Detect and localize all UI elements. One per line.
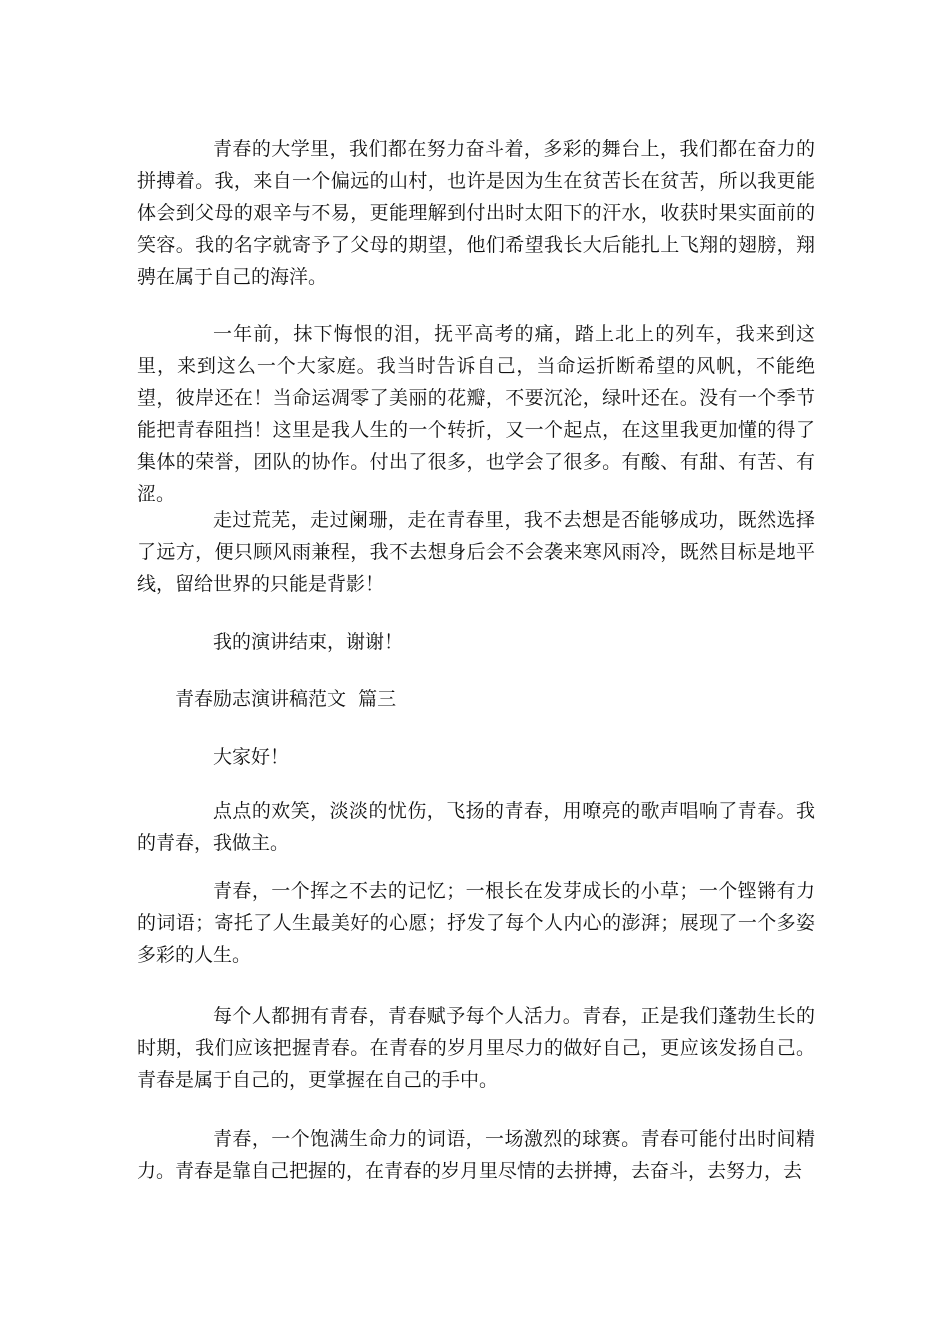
paragraph-5: 青春，一个挥之不去的记忆；一根长在发芽成长的小草；一个铿锵有力的词语；寄托了人生最美好的心愿；抒发了每个人内心的澎湃；展现了一个多姿多彩的人生。: [137, 880, 815, 966]
closing-line: 我的演讲结束，谢谢！: [213, 631, 404, 653]
paragraph-3: 走过荒芜，走过阑珊，走在青春里，我不去想是否能够成功，既然选择了远方，便只顾风雨兼程，我不去想身后会不会袭来寒风雨冷，既然目标是地平线，留给世界的只能是背影！: [137, 509, 815, 595]
greeting: 大家好！: [213, 746, 290, 768]
paragraph-1: 青春的大学里，我们都在努力奋斗着，多彩的舞台上，我们都在奋力的拼搏着。我，来自一个偏远的山村，也许是因为生在贫苦长在贫苦，所以我更能体会到父母的艰辛与不易，更能理解到付出时太阳下的汗水，收获时果实面前的笑容。我的名字就寄予了父母的期望，他们希望我长大后能扎上飞翔的翅膀，翔骋在属于自己的海洋。: [137, 138, 815, 288]
paragraph-4: 点点的欢笑，淡淡的忧伤，飞扬的青春，用嘹亮的歌声唱响了青春。我的青春，我做主。: [137, 800, 815, 854]
paragraph-6: 每个人都拥有青春，青春赋予每个人活力。青春，正是我们蓬勃生长的时期，我们应该把握青春。在青春的岁月里尽力的做好自己，更应该发扬自己。青春是属于自己的，更掌握在自己的手中。: [137, 1005, 815, 1091]
section-title: 青春励志演讲稿范文 篇三: [175, 688, 397, 710]
paragraph-2: 一年前，抹下悔恨的泪，抚平高考的痛，踏上北上的列车，我来到这里，来到这么一个大家庭。我当时告诉自己，当命运折断希望的风帆，不能绝望，彼岸还在！当命运凋零了美丽的花瓣，不要沉沦，绿叶还在。没有一个季节能把青春阻挡！这里是我人生的一个转折，又一个起点，在这里我更加懂的得了集体的荣誉，团队的协作。付出了很多，也学会了很多。有酸、有甜、有苦、有涩。: [137, 323, 815, 505]
paragraph-7: 青春，一个饱满生命力的词语，一场激烈的球赛。青春可能付出时间精力。青春是靠自己把握的，在青春的岁月里尽情的去拼搏，去奋斗，去努力，去: [137, 1128, 815, 1182]
